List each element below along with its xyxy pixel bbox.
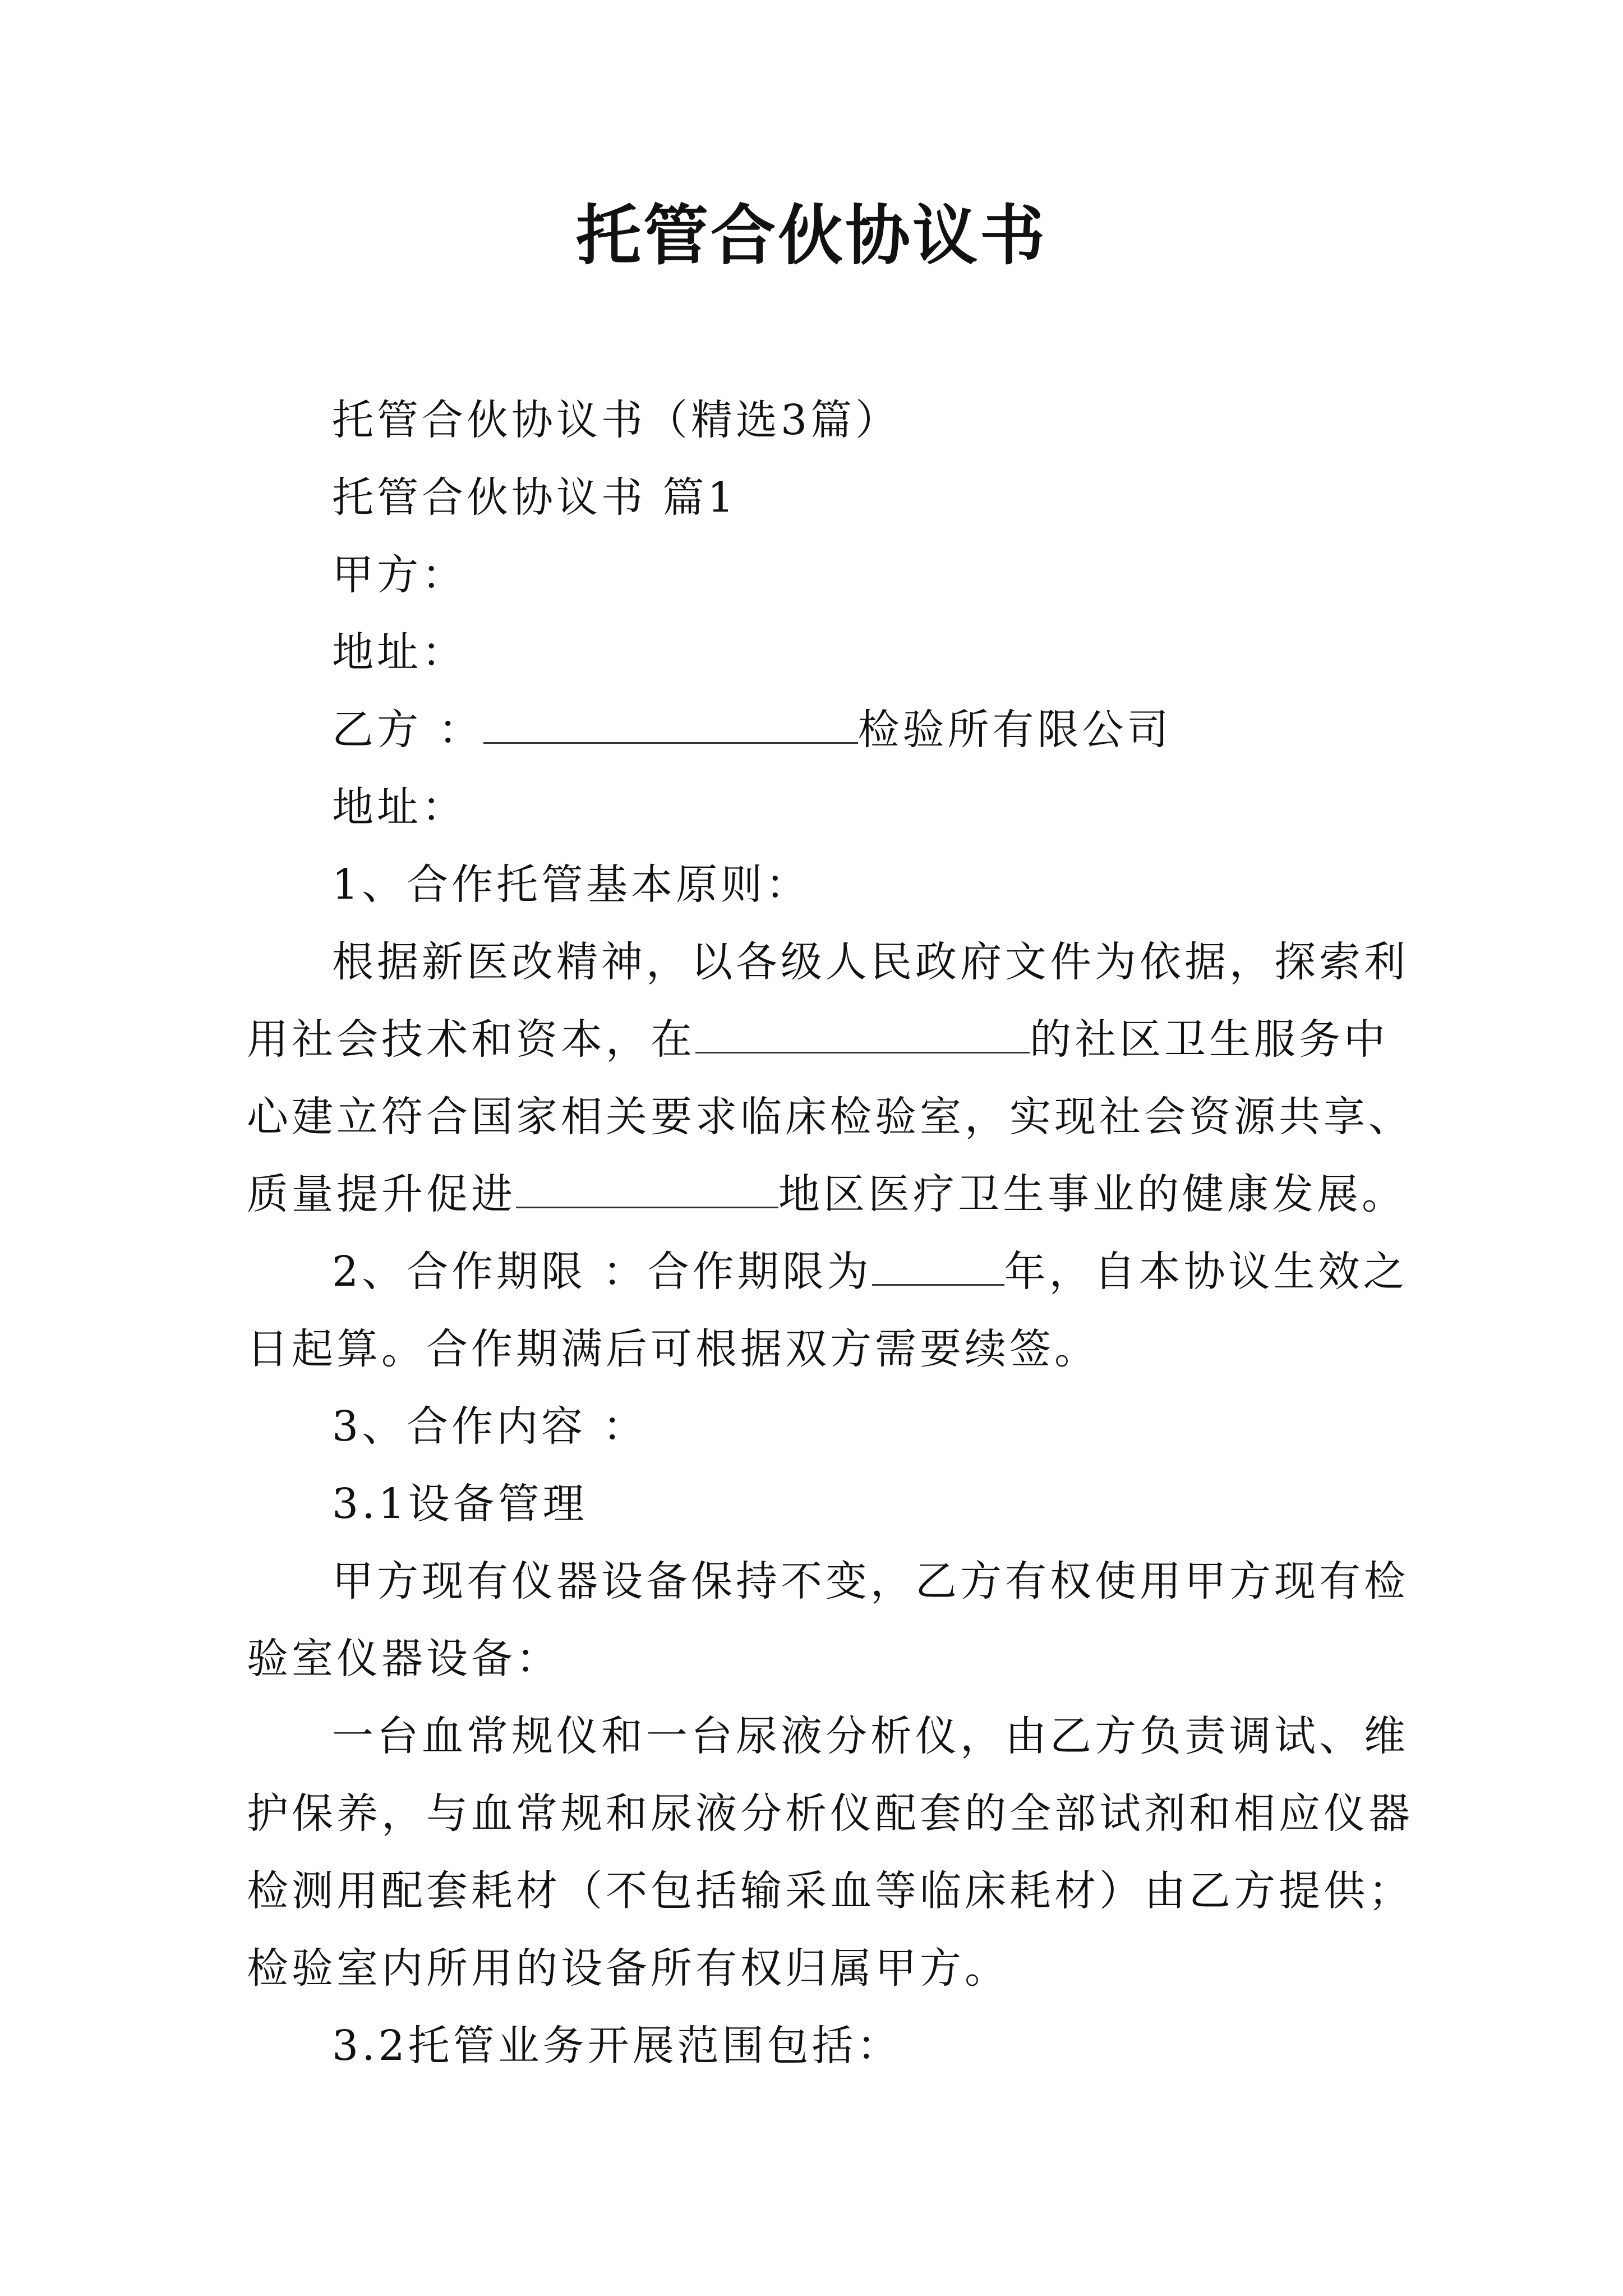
clause-3-1-paragraph-1 bbox=[247, 1543, 1413, 1697]
paragraph-line: 日起算。合作期满后可根据双方需要续签。 bbox=[247, 1325, 1099, 1373]
document-subtitle: 托管合伙协议书（精选3篇） bbox=[332, 396, 901, 444]
clause-3-1-paragraph-2 bbox=[247, 1697, 1413, 2007]
paragraph-line bbox=[247, 1156, 1413, 1233]
paragraph-line: 检测用配套耗材（不包括输采血等临床耗材）由乙方提供； bbox=[247, 1867, 1413, 1915]
party-b-blank bbox=[483, 708, 858, 744]
document-body bbox=[247, 381, 1413, 2085]
party-a-label: 甲方： bbox=[332, 551, 467, 599]
paragraph-line: 根据新医改精神，以各级人民政府文件为依据，探索利 bbox=[332, 938, 1409, 986]
clause-3-heading: 3、合作内容 ： bbox=[332, 1402, 648, 1451]
location-blank bbox=[695, 1018, 1030, 1053]
paragraph-line: 甲方现有仪器设备保持不变，乙方有权使用甲方现有检 bbox=[332, 1557, 1409, 1605]
paragraph-text: 用社会技术和资本，在 bbox=[247, 1015, 695, 1064]
paragraph-text: 年，自本协议生效之 bbox=[1004, 1248, 1408, 1296]
paragraph-text: 的社区卫生服务中 bbox=[1030, 1015, 1389, 1064]
clause-1-heading: 1、合作托管基本原则： bbox=[332, 861, 811, 909]
paragraph-line bbox=[247, 1001, 1413, 1078]
paragraph-line: 护保养，与血常规和尿液分析仪配套的全部试剂和相应仪器 bbox=[247, 1789, 1413, 1838]
clause-1-paragraph bbox=[247, 923, 1413, 1233]
party-b-line bbox=[247, 691, 1413, 769]
address-label: 地址： bbox=[332, 783, 467, 831]
party-b-company-suffix: 检验所有限公司 bbox=[857, 706, 1172, 754]
clause-2-paragraph bbox=[247, 1233, 1413, 1388]
section-heading: 托管合伙协议书 篇1 bbox=[332, 473, 737, 522]
paragraph-line: 检验室内所用的设备所有权归属甲方。 bbox=[247, 1944, 1009, 1993]
paragraph-line: 验室仪器设备： bbox=[247, 1635, 561, 1683]
paragraph-line bbox=[247, 1233, 1413, 1310]
clause-3-2-heading: 3.2托管业务开展范围包括： bbox=[332, 2022, 902, 2070]
document-title: 托管合伙协议书 bbox=[576, 197, 1047, 274]
paragraph-text: 地区医疗卫生事业的健康发展。 bbox=[778, 1170, 1407, 1218]
paragraph-text: 2、合作期限 ：合作期限为 bbox=[332, 1248, 872, 1296]
paragraph-line: 心建立符合国家相关要求临床检验室，实现社会资源共享、 bbox=[247, 1093, 1413, 1141]
region-blank bbox=[516, 1173, 778, 1208]
paragraph-line: 一台血常规仪和一台尿液分析仪，由乙方负责调试、维 bbox=[332, 1712, 1409, 1760]
clause-3-1-heading: 3.1设备管理 bbox=[332, 1480, 588, 1528]
party-b-label: 乙方 ： bbox=[332, 706, 483, 754]
term-years-blank bbox=[872, 1250, 1004, 1286]
address-label: 地址： bbox=[332, 628, 467, 677]
paragraph-text: 质量提升促进 bbox=[247, 1170, 516, 1218]
